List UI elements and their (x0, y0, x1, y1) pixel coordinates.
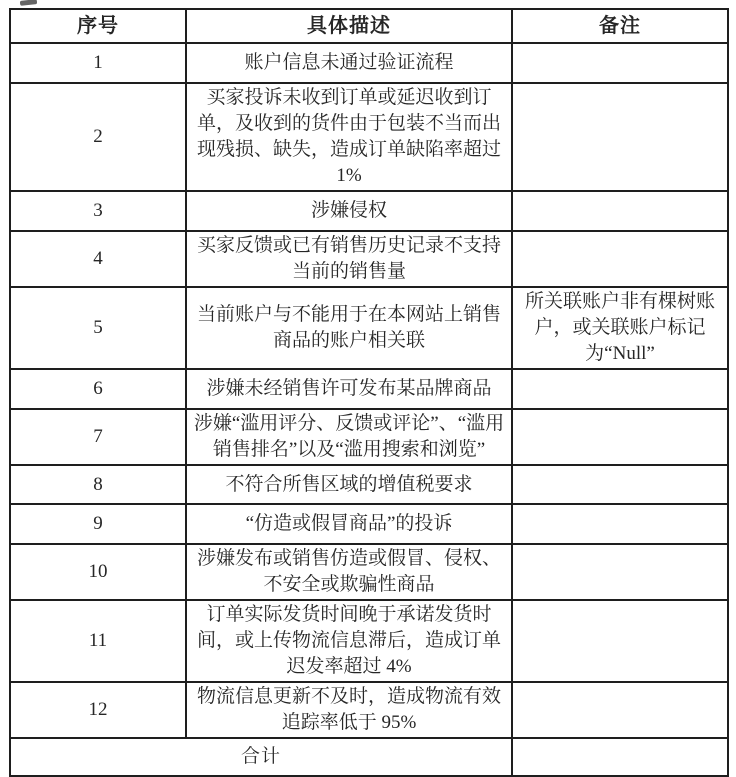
table-row (10, 409, 728, 465)
cell-description: 当前账户与不能用于在本网站上销售商品的账户相关联 (186, 287, 512, 369)
violation-table (9, 8, 729, 777)
table-row (10, 600, 728, 682)
cell-description: 买家反馈或已有销售历史记录不支持当前的销售量 (186, 231, 512, 287)
cell-remarks (512, 191, 728, 231)
table-row (10, 231, 728, 287)
table-row (10, 287, 728, 369)
cell-serial: 7 (10, 409, 186, 465)
table-row (10, 544, 728, 600)
cell-description: 账户信息未通过验证流程 (186, 43, 512, 83)
cell-serial: 3 (10, 191, 186, 231)
table-row (10, 682, 728, 738)
cell-serial: 5 (10, 287, 186, 369)
cell-serial: 2 (10, 83, 186, 191)
cell-description: 不符合所售区域的增值税要求 (186, 465, 512, 504)
cell-description: “仿造或假冒商品”的投诉 (186, 504, 512, 544)
table-row (10, 369, 728, 409)
table-row (10, 504, 728, 544)
cell-remarks (512, 369, 728, 409)
header-remarks: 备注 (512, 9, 728, 43)
cell-description: 涉嫌“滥用评分、反馈或评论”、“滥用销售排名”以及“滥用搜索和浏览” (186, 409, 512, 465)
cell-remarks (512, 231, 728, 287)
footer-total-label: 合计 (10, 738, 512, 776)
cell-serial: 6 (10, 369, 186, 409)
cell-remarks (512, 682, 728, 738)
cell-remarks (512, 409, 728, 465)
table-footer-row (10, 738, 728, 776)
cell-description: 物流信息更新不及时，造成物流有效追踪率低于 95% (186, 682, 512, 738)
scan-artifact (20, 0, 37, 6)
cell-serial: 8 (10, 465, 186, 504)
cell-remarks (512, 504, 728, 544)
cell-description: 涉嫌发布或销售仿造或假冒、侵权、不安全或欺骗性商品 (186, 544, 512, 600)
cell-serial: 12 (10, 682, 186, 738)
cell-remarks (512, 544, 728, 600)
table-header-row (10, 9, 728, 43)
footer-remarks (512, 738, 728, 776)
cell-serial: 4 (10, 231, 186, 287)
cell-remarks (512, 83, 728, 191)
table-row (10, 43, 728, 83)
header-serial-number: 序号 (10, 9, 186, 43)
cell-description: 订单实际发货时间晚于承诺发货时间，或上传物流信息滞后，造成订单迟发率超过 4% (186, 600, 512, 682)
table-row (10, 465, 728, 504)
cell-remarks (512, 43, 728, 83)
cell-description: 涉嫌未经销售许可发布某品牌商品 (186, 369, 512, 409)
cell-serial: 1 (10, 43, 186, 83)
cell-description: 买家投诉未收到订单或延迟收到订单，及收到的货件由于包装不当而出现残损、缺失，造成订单缺陷率超过 1% (186, 83, 512, 191)
cell-description: 涉嫌侵权 (186, 191, 512, 231)
cell-serial: 11 (10, 600, 186, 682)
cell-remarks: 所关联账户非有棵树账户，或关联账户标记为“Null” (512, 287, 728, 369)
cell-remarks (512, 600, 728, 682)
table-row (10, 191, 728, 231)
cell-remarks (512, 465, 728, 504)
table-row (10, 83, 728, 191)
cell-serial: 9 (10, 504, 186, 544)
header-description: 具体描述 (186, 9, 512, 43)
cell-serial: 10 (10, 544, 186, 600)
